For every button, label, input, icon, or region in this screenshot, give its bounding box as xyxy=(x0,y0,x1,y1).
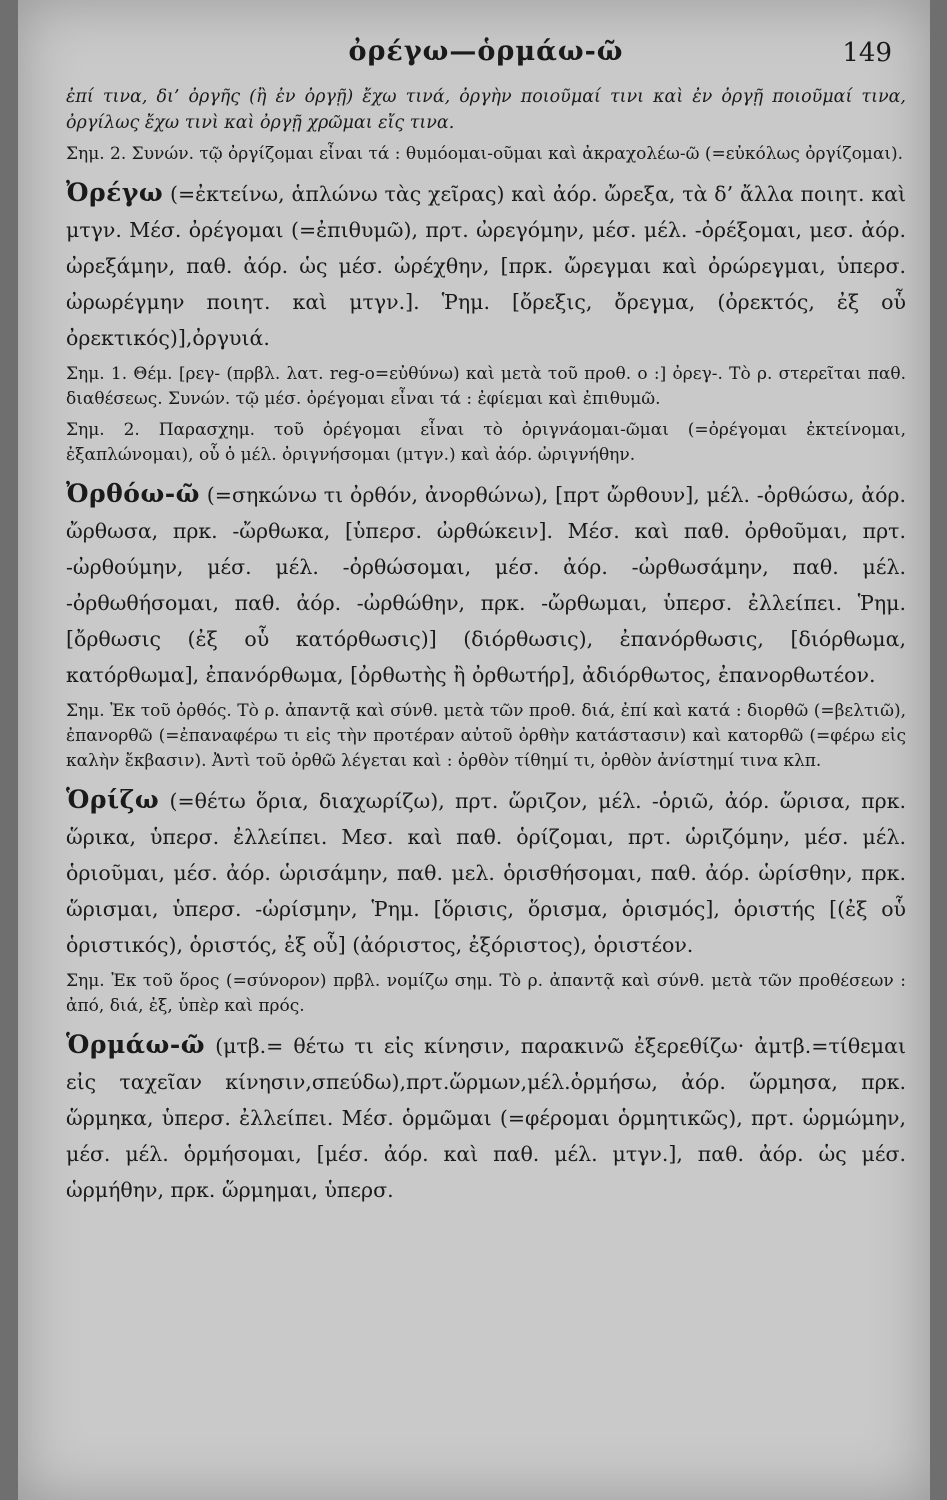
note-paragraph: Σημ. 2. Συνών. τῷ ὀργίζομαι εἶναι τά : θυμόομαι-οῦμαι καὶ ἀκραχολέω-ῶ (=εὐκόλως ὀργίζομαι). xyxy=(66,144,904,164)
entry-text: (=ἐκτείνω, ἁπλώνω τὰς χεῖρας) καὶ ἀόρ. ὤρεξα, τὰ δ’ ἄλλα ποιητ. καὶ μτγν. Μέσ. ὀρέγομαι (=ἐπιθυμῶ), πρτ. ὠρεγόμην, μέσ. μέλ. -ὀρέξομαι, μεσ. ἀόρ. ὠρεξάμην, παθ. ἀόρ. ὡς μέσ. ὠρέχθην, [πρκ. ὤρεγμαι καὶ ὀρώρεγμαι, ὑπερσ. ὠρωρέγμην ποιητ. καὶ μτγν.]. Ῥημ. [ὄρεξις, ὄρεγμα, (ὀρεκτός, ἐξ οὗ ὀρεκτικός)],ὀργυιά. xyxy=(66,182,906,350)
entry-headword: Ὀρθόω-ῶ xyxy=(66,479,200,508)
page-header xyxy=(66,36,906,84)
entry-headword: Ὁρίζω xyxy=(66,785,160,814)
entry-headword: Ὀρέγω xyxy=(66,178,164,207)
entry-text: (=θέτω ὅρια, διαχωρίζω), πρτ. ὥριζον, μέλ. -ὁριῶ, ἀόρ. ὥρισα, πρκ. ὥρικα, ὑπερσ. ἐλλείπει. Μεσ. καὶ παθ. ὁρίζομαι, πρτ. ὡριζόμην, μέσ. μέλ. ὁριοῦμαι, μέσ. ἀόρ. ὡρισάμην, παθ. μελ. ὁρισθήσομαι, παθ. ἀόρ. ὡρίσθην, πρκ. ὥρισμαι, ὑπερσ. -ὡρίσμην, Ῥημ. [ὅρισις, ὅρισμα, ὁρισμός], ὁριστής [(ἐξ οὗ ὁριστικός), ὁριστός, ἐξ οὗ] (ἀόριστος, ἐξόριστος), ὁριστέον. xyxy=(66,789,906,957)
book-page xyxy=(18,0,930,1500)
entry-text: (=σηκώνω τι ὀρθόν, ἀνορθώνω), [πρτ ὤρθουν], μέλ. -ὀρθώσω, ἀόρ. ὤρθωσα, πρκ. -ὤρθωκα, [ὑπερσ. ὠρθώκειν]. Μέσ. καὶ παθ. ὀρθοῦμαι, πρτ. -ὠρθούμην, μέσ. μέλ. -ὀρθώσομαι, μέσ. ἀόρ. -ὠρθωσάμην, παθ. μέλ. -ὀρθωθήσομαι, παθ. ἀόρ. -ὠρθώθην, πρκ. -ὤρθωμαι, ὑπερσ. ἐλλείπει. Ῥημ.[ὄρθωσις (ἐξ οὗ κατόρθωσις)] (διόρθωσις), ἐπανόρθωσις, [διόρθωμα, κατόρθωμα], ἐπανόρθωμα, [ὀρθωτὴς ἢ ὀρθωτήρ], ἀδιόρθωτος, ἐπανορθωτέον. xyxy=(66,483,906,687)
note-paragraph: Σημ. Ἐκ τοῦ ὀρθός. Τὸ ρ. ἀπαντᾷ καὶ σύνθ. μετὰ τῶν προθ. διά, ἐπί καὶ κατά : διορθῶ (=βελτιῶ), ἐπανορθῶ (=ἐπαναφέρω τι εἰς τὴν προτέραν αὐτοῦ ὀρθὴν κατάστασιν) καὶ κατορθῶ (=φέρω εἰς καλὴν ἔκβασιν). Ἀντὶ τοῦ ὀρθῶ λέγεται καὶ : ὀρθὸν τίθημί τι, ὀρθὸν ἀνίστημί τινα κλπ. xyxy=(66,701,906,771)
page-number: 149 xyxy=(842,38,892,68)
dictionary-entry xyxy=(66,1027,906,1208)
continued-text: ἐπί τινα, δι’ ὀργῆς (ἢ ἐν ὀργῇ) ἔχω τινά, ὀργὴν ποιοῦμαί τινι καὶ ἐν ὀργῇ ποιοῦμαί τινα, ὀργίλως ἔχω τινὶ καὶ ὀργῇ χρῶμαι εἴς τινα. xyxy=(66,87,906,133)
running-title: ὀρέγω—ὁρμάω-ῶ xyxy=(348,36,624,67)
note-paragraph: Σημ. 1. Θέμ. [ρεγ- (πρβλ. λατ. reg-o=εὐθύνω) καὶ μετὰ τοῦ προθ. ο :] ὀρεγ-. Τὸ ρ. στερεῖται παθ. διαθέσεως. Συνών. τῷ μέσ. ὀρέγομαι εἶναι τά : ἐφίεμαι καὶ ἐπιθυμῶ. xyxy=(66,364,906,409)
dictionary-entry xyxy=(66,175,906,356)
dictionary-entry xyxy=(66,782,906,963)
page-content xyxy=(66,36,906,1208)
entry-headword: Ὁρμάω-ῶ xyxy=(66,1030,206,1059)
note-paragraph: Σημ. 2. Παρασχημ. τοῦ ὀρέγομαι εἶναι τὸ ὀριγνάομαι-ῶμαι (=ὀρέγομαι ἐκτείνομαι, ἐξαπλώνομαι), οὗ ὁ μέλ. ὀριγνήσομαι (μτγν.) καὶ ἀόρ. ὠριγνήθην. xyxy=(66,420,906,465)
note-paragraph: Σημ. Ἐκ τοῦ ὅρος (=σύνορον) πρβλ. νομίζω σημ. Τὸ ρ. ἀπαντᾷ καὶ σύνθ. μετὰ τῶν προθέσεων : ἀπό, διά, ἐξ, ὑπὲρ καὶ πρός. xyxy=(66,971,906,1016)
dictionary-entry xyxy=(66,476,906,693)
entry-text: (μτβ.= θέτω τι εἰς κίνησιν, παρακινῶ ἐξερεθίζω· ἀμτβ.=τίθεμαι εἰς ταχεῖαν κίνησιν,σπεύδω),πρτ.ὥρμων,μέλ.ὁρμήσω, ἀόρ. ὥρμησα, πρκ. ὥρμηκα, ὑπερσ. ἐλλείπει. Μέσ. ὁρμῶμαι (=φέρομαι ὁρμητικῶς), πρτ. ὡρμώμην, μέσ. μέλ. ὁρμήσομαι, [μέσ. ἀόρ. καὶ παθ. μέλ. μτγν.], παθ. ἀόρ. ὡς μέσ. ὡρμήθην, πρκ. ὥρμημαι, ὑπερσ. xyxy=(66,1034,906,1202)
